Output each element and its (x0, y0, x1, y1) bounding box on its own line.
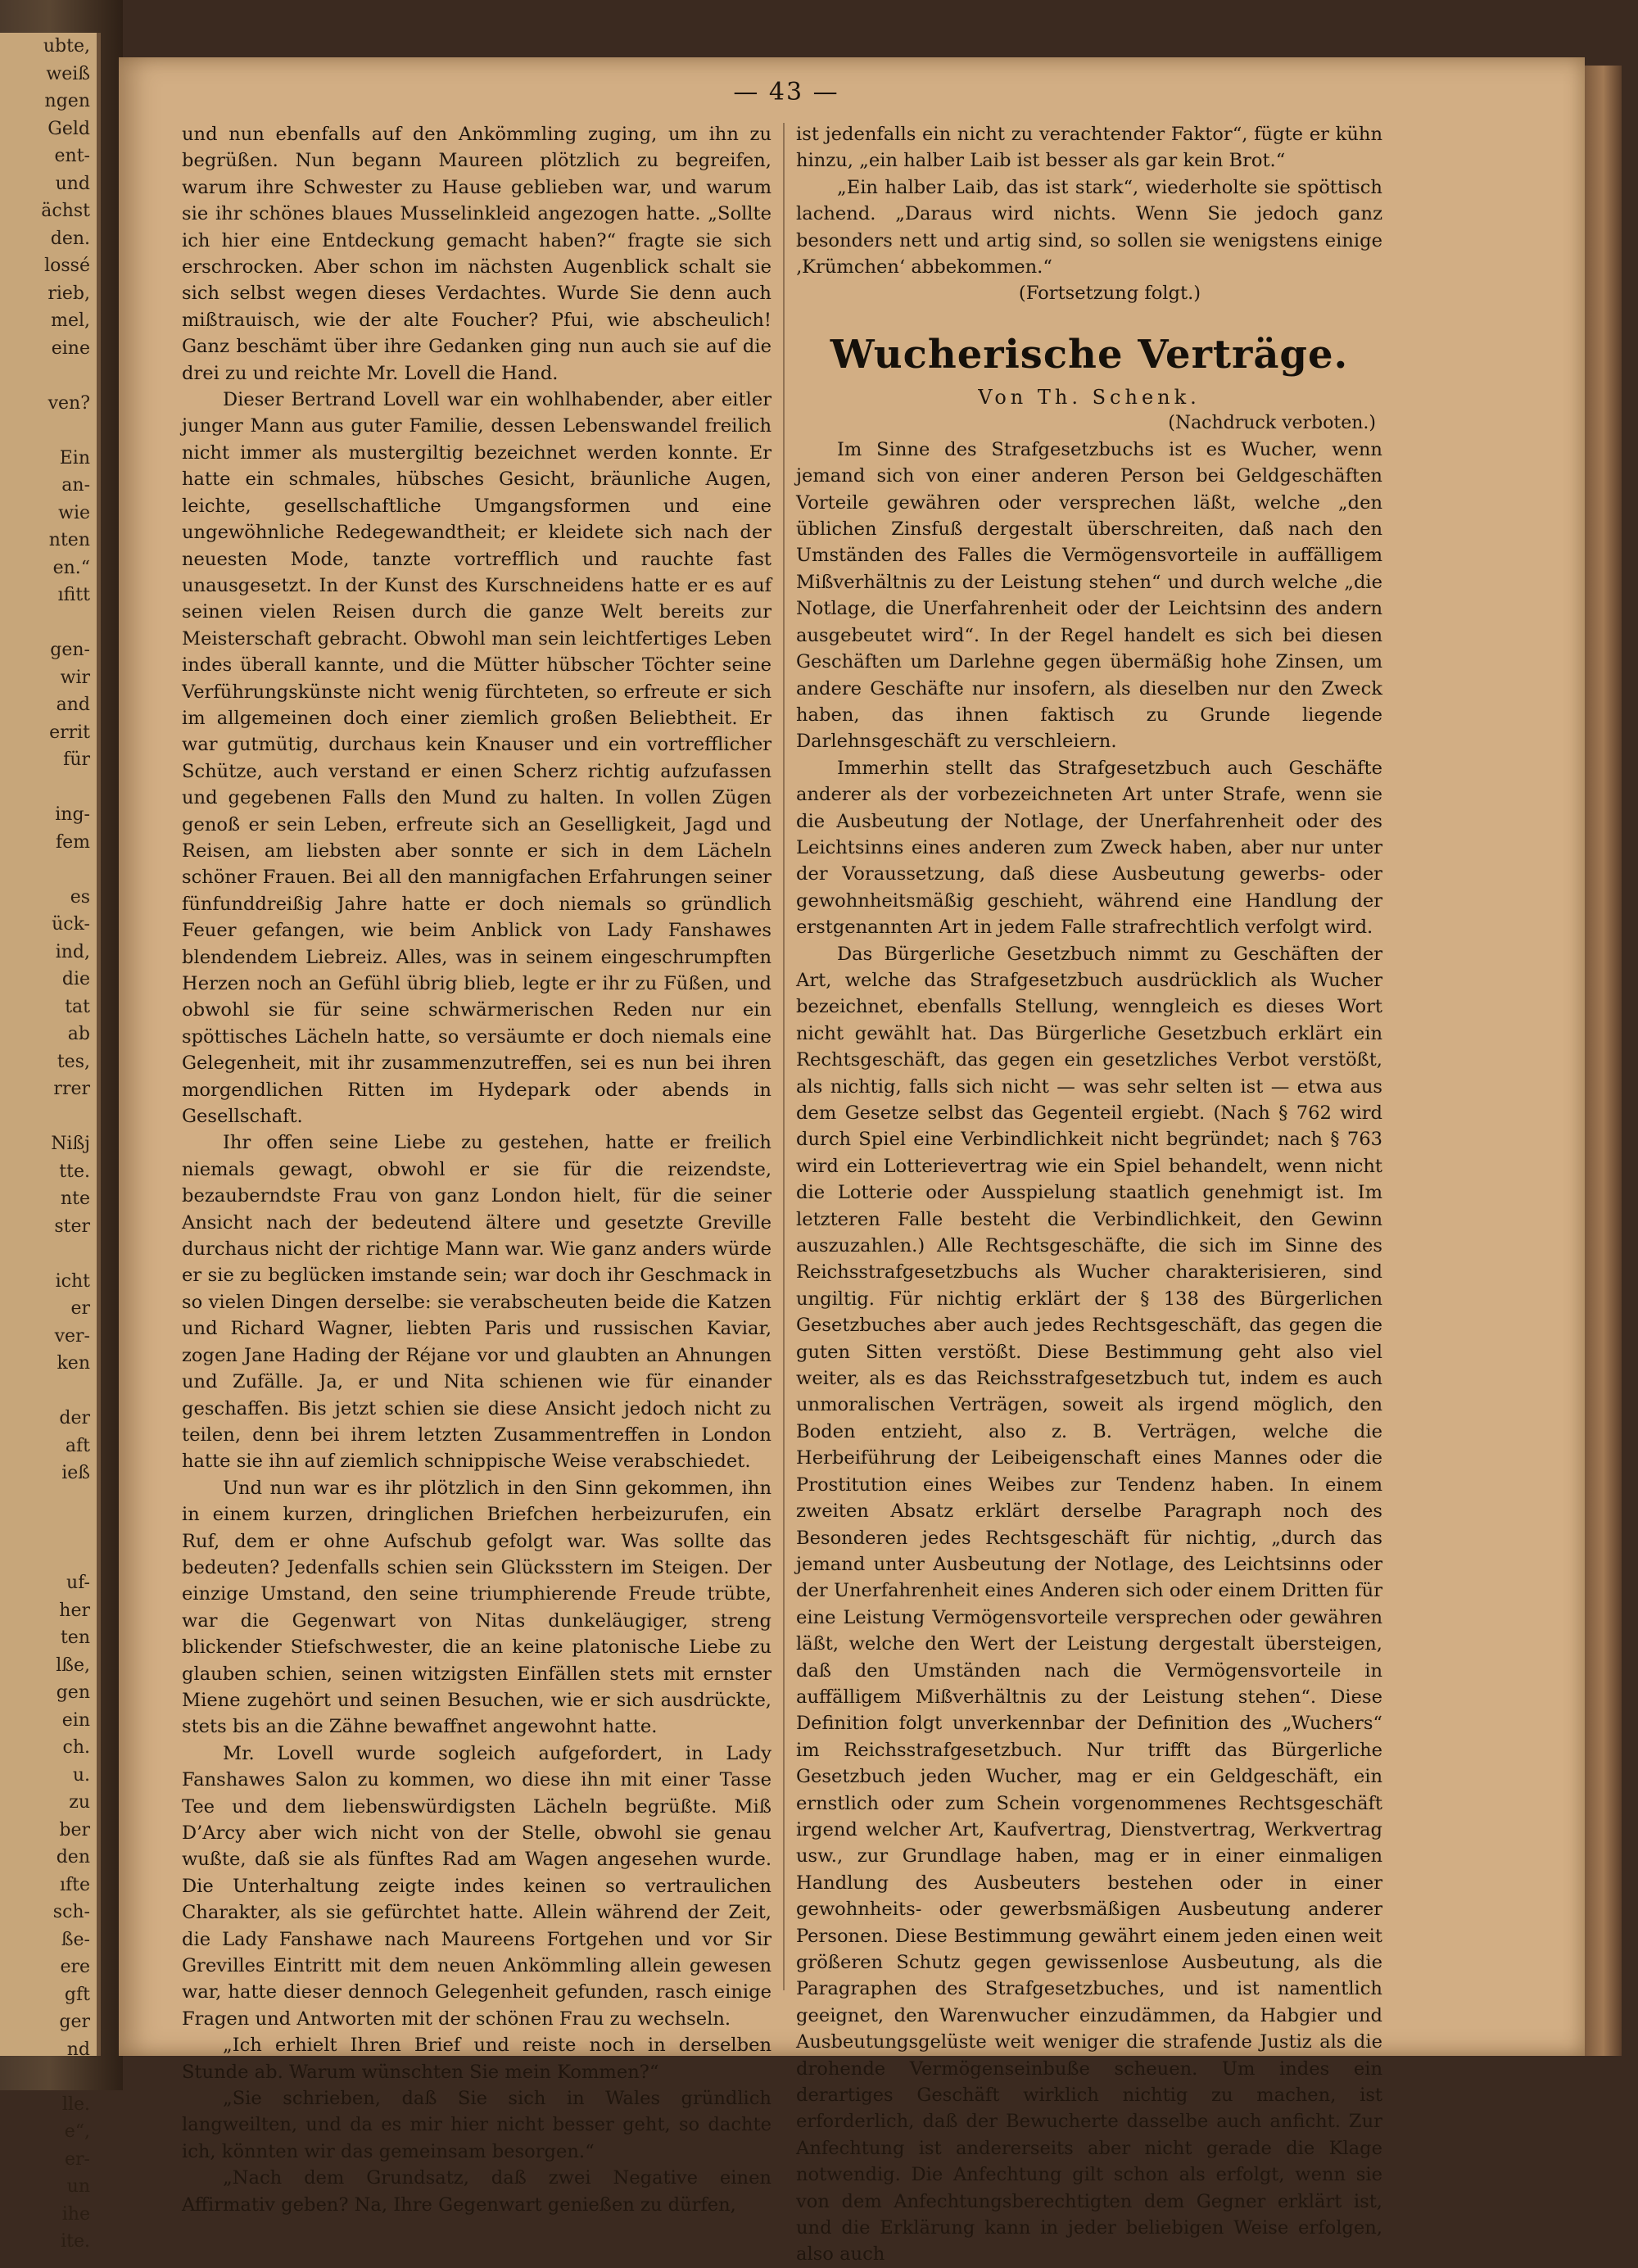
left-page-line: Nißj (51, 1134, 90, 1154)
paragraph: Ihr offen seine Liebe zu gestehen, hatte er freilich niemals gewagt, obwohl er sie für die reizendste, bezauberndste Frau von ganz London hielt, für die seiner Ansicht nach der bedeutend ältere und gesetzte Greville durchaus nicht der richtige Mann war. Wie ganz anders würde er sie zu beglücken imstande sein; war doch ihr Geschmack in so vielen Dingen derselbe: sie verabscheuten beide die Katzen und Richard Wagner, liebten Paris und russischen Kaviar, zogen Jane Hading der Réjane vor und glaubten an Ahnungen und Zufälle. Ja, er und Nita schienen wie für einander geschaffen. Bis jetzt schien sie diese Ansicht jedoch nicht zu teilen, denn bei ihrem letzten Zusammentreffen in London hatte sie ihn auf ziemlich schnippische Weise verabschiedet. (182, 1132, 771, 1473)
left-page-line (0, 1514, 97, 1542)
left-page-line: gft (64, 1984, 90, 2005)
left-page-line: nd (66, 2039, 90, 2060)
left-page-line (0, 1378, 97, 1406)
right-column (796, 121, 1382, 2268)
left-page-line: er- (65, 2148, 90, 2170)
left-page-line: e“, (64, 2121, 90, 2142)
left-page-line: ihe (61, 2203, 90, 2225)
reprint-notice: (Nachdruck verboten.) (1168, 412, 1376, 433)
left-page-line: den. (50, 228, 90, 249)
paragraph: Dieser Bertrand Lovell war ein wohlhabender, aber eitler junger Mann aus guter Familie, dessen Lebenswandel freilich nicht immer als mustergiltig bezeichnet werden konnte. Er hatte ein schmales, hübsches Gesicht, bräunliche Augen, leichte, gesellschaftliche Umgangsformen und eine ungewöhnliche Redegewandtheit; er kleidete sich nach der neuesten Mode, tanzte vortrefflich und rauchte fast unausgesetzt. In der Kunst des Kurschneidens hatte er es auf seinen vielen Reisen durch die ganze Welt bereits zur Meisterschaft gebracht. Obwohl man sein leichtfertiges Leben indes überall kannte, und die Mütter hübscher Töchter seine Verführungskünste nicht wenig fürchteten, so erfreute er sich im allgemeinen doch einer ziemlich großen Beliebtheit. Er war gutmütig, durchaus kein Knauser und ein vortrefflicher Schütze, auch verstand er einen Scherz richtig aufzufassen und gegebenen Falls den Mund zu halten. In vollen Zügen genoß er sein Leben, erfreute sich an Geselligkeit, Jagd und Reisen, am liebsten aber sonnte er sich in dem Lächeln schöner Frauen. Bei all den mannigfachen Erfahrungen seiner fünfunddreißig Jahre hatte er doch niemals so gründlich Feuer gefangen, wie beim Anblick von Lady Fanshawes blendendem Liebreiz. Alles, was in seinem eingeschrumpften Herzen noch an Gefühl übrig blieb, legte er ihr zu Füßen, und obwohl sie für seine schwärmerischen Reden nur ein spöttisches Lächeln hatte, so versäumte er doch niemals eine Gelegenheit, mit ihr zusammenzutreffen, sei es nun bei ihren morgendlichen Ritten im Hydepark oder abends in Gesellschaft. (182, 389, 771, 1128)
paragraph: „Ich erhielt Ihren Brief und reiste noch in derselben Stunde ab. Warum wünschten Sie mein Kommen?“ (182, 2035, 771, 2083)
left-page-line (0, 362, 97, 390)
left-page-line: rieb, (48, 283, 90, 304)
paragraph: Das Bürgerliche Gesetzbuch nimmt zu Geschäften der Art, welche das Strafgesetzbuch ausdrücklich als Wucher bezeichnet, ebenfalls Stellung, wenngleich es dieses Wort nicht gewählt hat. Das Bürgerliche Gesetzbuch erklärt ein Rechtsgeschäft, das gegen ein gesetzliches Verbot verstößt, als nichtig, falls sich nicht — was sehr selten ist — etwa aus dem Gesetze selbst das Gegenteil ergiebt. (Nach § 762 wird durch Spiel eine Verbindlichkeit nicht begründet; nach § 763 wird ein Lotterievertrag wie ein Spiel behandelt, wenn nicht die Lotterie oder Ausspielung staatlich genehmigt ist. Im letzteren Falle besteht die Verbindlichkeit, den Gewinn auszuzahlen.) Alle Rechtsgeschäfte, die sich im Sinne des Reichsstrafgesetzbuchs als Wucher charakterisieren, sind ungiltig. Für nichtig erklärt der § 138 des Bürgerlichen Gesetzbuches aber auch jedes Rechtsgeschäft, das gegen die guten Sitten verstößt. Diese Bestimmung geht also viel weiter, als es das Reichsstrafgesetzbuch tut, indem es auch unmoralischen Verträgen, soweit als irgend möglich, den Boden entzieht, also z. B. Verträgen, welche die Herbeiführung der Leibeigenschaft eines Mannes oder die Prostitution eines Weibes zur Tendenz haben. In einem zweiten Absatz erklärt derselbe Paragraph noch des Besonderen jedes Rechtsgeschäft für nichtig, „durch das jemand unter Ausbeutung der Notlage, des Leichtsinns oder der Unerfahrenheit eines Anderen sich oder einem Dritten für eine Leistung Vermögensvorteile versprechen oder gewähren läßt, welche den Wert der Leistung dergestalt übersteigen, daß den Umständen nach die Vermögensvorteile in auffälligem Mißverhältnis zu der Leistung stehen“. Diese Definition folgt unverkennbar der Definition des „Wuchers“ im Reichsstrafgesetzbuch. Nur trifft das Bürgerliche Gesetzbuch jeden Wucher, mag er ein Geldgeschäft, ein ernstlich oder zum Schein vorgenommenes Rechtsgeschäft irgend welcher Art, Kaufvertrag, Dienstvertrag, Werkvertrag usw., zur Grundlage haben, mag er in einer einmaligen Handlung des Ausbeuters bestehen oder in einer gewohnheits- oder gewerbsmäßigen Ausbeutung anderer Personen. Diese Bestimmung gewährt einem jeden einen weit größeren Schutz gegen gewissenlose Ausbeutung, als die Paragraphen des Strafgesetzbuches, und ist namentlich geeignet, den Warenwucher einzudämmen, da Habgier und Ausbeutungsgelüste weit weniger die strafende Justiz als die drohende Vermögenseinbuße scheuen. Um indes ein derartiges Geschäft wirklich nichtig zu machen, ist erforderlich, daß der Bewucherte dasselbe auch anficht. Zur Anfechtung ist andererseits aber nicht gerade die Klage notwendig. Die Anfechtung gilt schon als erfolgt, wenn sie von dem Anfechtungsberechtigten dem Gegner erklärt ist, und die Erklärung kann in jeder beliebigen Weise erfolgen, also auch (796, 943, 1382, 2266)
left-page-line: sch- (52, 1902, 90, 1922)
left-page-line: un (66, 2176, 90, 2197)
left-page-line: es (70, 886, 90, 908)
left-page-line: and (56, 695, 90, 715)
left-page-line: ıfitt (57, 585, 90, 605)
left-page-line: der (59, 1408, 90, 1428)
left-page-line: ein (61, 1709, 90, 1731)
left-page-line: errit (49, 722, 90, 743)
left-page-line: uf- (66, 1573, 90, 1593)
left-page-line: für (63, 749, 90, 770)
left-page-line (0, 1487, 97, 1515)
left-page-line: lße, (56, 1655, 90, 1676)
left-page-line: ing- (55, 804, 90, 825)
left-page-line: ück- (52, 914, 90, 935)
paragraph: „Nach dem Grundsatz, daß zwei Negative einen Affirmativ geben? Na, Ihre Gegenwart genießen zu dürfen, (182, 2167, 771, 2216)
page-number: — 43 — (733, 78, 839, 106)
left-page-line: ab (67, 1024, 90, 1044)
left-page-line: den (56, 1847, 90, 1867)
paragraph: und nun ebenfalls auf den Ankömmling zuging, um ihn zu begrüßen. Nun begann Maureen plötzlich zu begreifen, warum ihre Schwester zu Hause geblieben war, und warum sie ihr schönes blaues Musselinkleid angezogen hatte. „Sollte ich hier eine Entdeckung gemacht haben?“ fragte sie sich erschrocken. Aber schon im nächsten Augenblick schalt sie sich selbst wegen dieses Verdachtes. Wurde Sie denn auch mißtrauisch, wie der alte Foucher? Pfui, wie abscheulich! Ganz beschämt über ihre Gedanken ging nun auch sie auf die drei zu und reichte Mr. Lovell die Hand. (182, 124, 771, 384)
left-page-line: gen (56, 1682, 90, 1703)
left-page-line: Geld (48, 118, 90, 139)
left-page-line: ind, (55, 941, 90, 962)
left-page-line: ger (59, 2012, 90, 2032)
left-page-line: wir (60, 667, 90, 688)
left-page-line: ven? (48, 392, 90, 414)
byline: Von Th. Schenk. (978, 385, 1201, 409)
paragraph: Und nun war es ihr plötzlich in den Sinn gekommen, ihn in einem kurzen, dringlichen Briefchen herbeizurufen, ein Ruf, dem er ohne Aufschub gefolgt war. Was sollte das bedeuten? Jedenfalls schien sein Glücksstern im Steigen. Der einzige Umstand, den seine triumphierende Freude trübte, war die Gegenwart von Nitas dunkeläugiger, streng blickender Stiefschwester, die an keine platonische Liebe zu glauben schien, seinen witzigsten Einfällen stets mit ernster Miene zugehört und seinen Besuchen, wie er sich ausdrückte, stets bis an die Zähne bewaffnet angewohnt hatte. (182, 1477, 771, 1738)
left-page-line (0, 1103, 97, 1131)
left-page-edge (0, 33, 101, 2252)
left-page-line: lle. (61, 2094, 90, 2115)
left-page-line (0, 609, 97, 637)
left-page-line: lossé (44, 256, 90, 276)
left-page-line: en.“ (52, 557, 90, 578)
left-page-line: mel, (51, 310, 90, 331)
paragraph: Im Sinne des Strafgesetzbuchs ist es Wucher, wenn jemand sich von einer anderen Person bei Geldgeschäften Vorteile gewähren oder versprechen läßt, welche „den üblichen Zinsfuß dergestalt überschreiten, daß nach den Umständen des Falles die Vermögensvorteile in auffälligem Mißverhältnis zu der Leistung stehen“ und durch welche „die Notlage, die Unerfahrenheit oder der Leichtsinn des andern ausgebeutet wird“. In der Regel handelt es sich bei diesen Geschäften um Darlehne gegen übermäßig hohe Zinsen, um andere Geschäfte nur insofern, als dieselben nur den Zweck haben, das ihnen faktisch zu Grunde liegende Darlehnsgeschäft zu verschleiern. (796, 438, 1382, 753)
left-page-line (0, 856, 97, 884)
column-divider (783, 123, 785, 1990)
paragraph: ist jedenfalls ein nicht zu verachtender Faktor“, fügte er kühn hinzu, „ein halber Laib ist besser als gar kein Brot.“ (796, 124, 1382, 172)
left-page-line (0, 1542, 97, 1570)
left-page-line: ken (57, 1353, 90, 1374)
left-page-line (0, 417, 97, 445)
paragraph: Mr. Lovell wurde sogleich aufgefordert, in Lady Fanshawes Salon zu kommen, wo diese ihn mit einer Tasse Tee und dem liebenswürdigsten Lächeln begrüßte. Miß D’Arcy aber wich nicht von der Stelle, obwohl sie genau wußte, daß sie als fünftes Rad am Wagen angesehen wurde. Die Unterhaltung zeigte indes keinen so vertraulichen Charakter, als sie gefürchtet hatte. Allein während der Zeit, die Lady Fanshawe nach Maureens Fortgehen und vor Sir Grevilles Eintritt mit dem neuen Ankömmling allein gewesen war, hatte dieser dennoch Gelegenheit gefunden, rasch einige Fragen und Antworten mit der schönen Frau zu wechseln. (182, 1742, 771, 2030)
left-page-line: die (61, 969, 90, 989)
left-page-line: ubte, (43, 36, 90, 57)
left-page-line: ıfte (59, 1874, 90, 1895)
left-page-line: nten (48, 530, 90, 550)
left-page-line: ent- (54, 146, 90, 166)
left-page-line: tte. (59, 1161, 90, 1182)
left-page-line: u. (72, 1764, 90, 1786)
left-page-line: Ein (59, 447, 90, 469)
left-page-line: ten (60, 1627, 90, 1648)
left-page-line: ver- (54, 1325, 90, 1347)
left-page-line (0, 2063, 97, 2091)
left-page-line: ber (59, 1819, 90, 1840)
left-page-line: tat (65, 996, 90, 1017)
left-page-line: ere (60, 1957, 90, 1977)
left-page-line: nte (60, 1188, 90, 1209)
page-stack-edge (1585, 66, 1622, 2056)
article-title: Wucherische Verträge. (830, 331, 1349, 378)
left-page-line: gen- (50, 640, 90, 660)
left-page-line: an- (61, 475, 90, 496)
left-page-line: wie (58, 502, 90, 523)
left-page-line: fem (55, 831, 90, 853)
left-page-line: rrer (53, 1079, 90, 1099)
left-page-line (0, 1240, 97, 1268)
left-page-line: ngen (44, 91, 90, 111)
left-page-line: ieß (61, 1463, 90, 1483)
left-page-line: zu (69, 1792, 90, 1813)
left-page-line: ite. (61, 2231, 90, 2252)
left-page-line: tes, (57, 1051, 90, 1072)
paragraph: „Sie schrieben, daß Sie sich in Wales gründlich langweilten, und da es mir hier nicht besser geht, so dachte ich, könnten wir das gemeinsam besorgen.“ (182, 2088, 771, 2162)
paragraph: „Ein halber Laib, das ist stark“, wiederholte sie spöttisch lachend. „Daraus wird nichts. Wenn Sie jedoch ganz besonders nett und artig sind, so sollen sie wenigstens einige ‚Krümchen‘ abbekommen.“ (796, 176, 1382, 278)
left-page-line: weiß (46, 63, 90, 84)
left-page-line: aft (65, 1435, 90, 1456)
left-page-line: eine (51, 337, 90, 359)
left-page-line: ächst (41, 201, 90, 221)
left-page-line: er (70, 1298, 90, 1319)
left-page-line: ch. (62, 1737, 90, 1758)
left-page-line: ster (54, 1215, 90, 1237)
continued-note: (Fortsetzung folgt.) (1018, 283, 1201, 305)
left-column (182, 121, 771, 2218)
paragraph: Immerhin stellt das Strafgesetzbuch auch Geschäfte anderer als der vorbezeichneten Art unter Strafe, wenn sie die Ausbeutung der Notlage, der Unerfahrenheit oder des Leichtsinns eines anderen zum Zweck haben, aber nur unter der Voraussetzung, daß diese Ausbeutung gewerbs- oder gewohnheitsmäßig geschieht, während eine Handlung der erstgenannten Art in jedem Falle strafrechtlich verfolgt wird. (796, 757, 1382, 939)
left-page-line: icht (55, 1270, 90, 1292)
left-page-line (0, 774, 97, 802)
left-page-line: her (59, 1600, 90, 1621)
left-page-line: und (55, 173, 90, 194)
left-page-line: ße- (61, 1929, 90, 1950)
